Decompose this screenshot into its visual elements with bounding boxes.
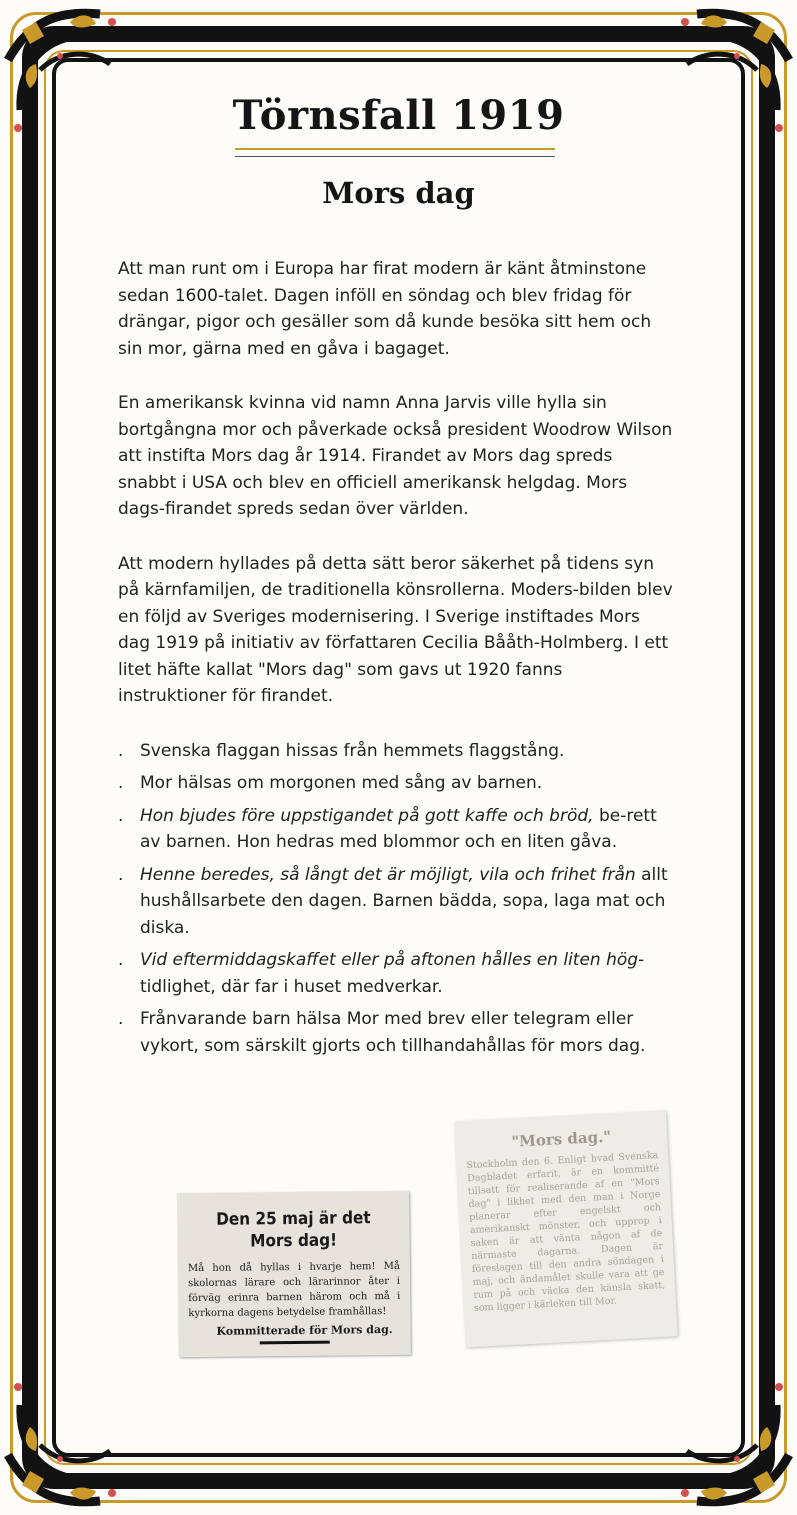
clipping-headline: "Mors dag.": [511, 1127, 612, 1151]
newspaper-clipping-announcement: [177, 1191, 411, 1357]
bullet: .: [118, 773, 124, 793]
bullet: .: [118, 1009, 124, 1029]
article-body: [118, 256, 673, 1065]
list-item: . Henne beredes, så långt det är möjligt, vila och frihet från allt hushållsarbete den dagen. Barnen bädda, sopa, laga mat och diska.: [118, 862, 673, 942]
title-underline: [235, 148, 555, 157]
bullet: .: [118, 805, 124, 826]
paragraph: En amerikansk kvinna vid namn Anna Jarvis ville hylla sin bortgångna mor och påverkade också president Woodrow Wilson att instifta Mors dag år 1914. Firandet av Mors dag spreds snabbt i USA och blev en officiell amerikansk helgdag. Mors dags-firandet spreds sedan över världen.: [118, 393, 673, 519]
corner-ornament-icon: [0, 1365, 150, 1515]
page-title: Törnsfall 1919: [232, 92, 565, 139]
newspaper-clipping-faded: [454, 1111, 678, 1348]
clipping-body: Stockholm den 6. Enligt hvad Svenska Dagbladet erfarit, är en kommitté tillsatt för realiserande af en "Mors dag" i likhet med den man i Norge planerar efter engelskt och amerikanskt mönster, och upprop i saken är att vänta någon af de närmaste dagarna. Dagen är föreslagen till den andra söndagen i maj, och ändamålet skulle vara att ge rum på och väcka den känsla skatt, som ligger i kärleken till Mor.: [466, 1150, 666, 1314]
instruction-list: [118, 738, 673, 1060]
corner-ornament-icon: [647, 1365, 797, 1515]
page-subtitle: Mors dag: [322, 176, 475, 210]
bullet: .: [118, 864, 124, 885]
clipping-footer: Kommitterade för Mors dag.: [216, 1322, 393, 1338]
list-item: . Mor hälsas om morgonen med sång av barnen.: [118, 770, 673, 797]
clipping-rule: [260, 1341, 330, 1345]
paragraph: Att modern hyllades på detta sätt beror säkerhet på tidens syn på kärnfamiljen, de traditionella könsrollerna. Moders-bilden blev en följd av Sveriges modernisering. I Sverige instiftades Mors dag 1919 på initiativ av författaren Cecilia Bååth-Holmberg. I ett litet häfte kallat "Mors dag" som gavs ut 1920 fanns instruktioner för firandet.: [118, 553, 673, 706]
list-item: . Vid eftermiddagskaffet eller på aftonen hålles en liten hög-tidlighet, där far i huset medverkar.: [118, 947, 673, 1000]
list-item: . Svenska flaggan hissas från hemmets flaggstång.: [118, 738, 673, 765]
clipping-headline: Den 25 maj är det: [216, 1208, 371, 1230]
paragraph: Att man runt om i Europa har firat modern är känt åtminstone sedan 1600-talet. Dagen inföll en söndag och blev fridag för drängar, pigor och gesäller som då kunde besöka sitt hem och sin mor, gärna med en gåva i bagaget.: [118, 259, 652, 359]
list-item: . Hon bjudes före uppstigandet på gott kaffe och bröd, be-rett av barnen. Hon hedras med blommor och en liten gåva.: [118, 803, 673, 856]
clipping-headline: Mors dag!: [250, 1230, 338, 1252]
list-item: . Frånvarande barn hälsa Mor med brev eller telegram eller vykort, som särskilt gjorts och tillhandahållas för mors dag.: [118, 1006, 673, 1059]
bullet: .: [118, 950, 124, 970]
bullet: .: [118, 740, 124, 761]
clipping-body: Må hon då hyllas i hvarje hem! Må skolornas lärare och lärarinnor åter i förväg erinra barnen härom och må i kyrkorna dagens betydelse framhållas!: [187, 1260, 401, 1320]
